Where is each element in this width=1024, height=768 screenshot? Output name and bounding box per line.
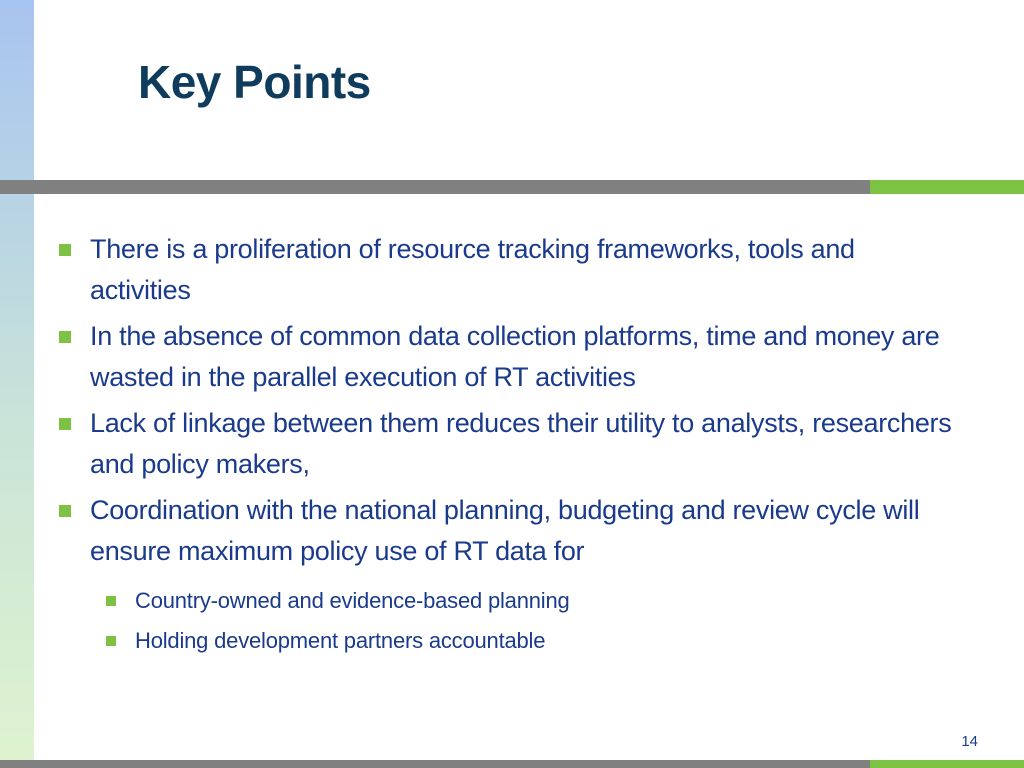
square-bullet-icon [59, 331, 71, 343]
square-bullet-icon [106, 596, 116, 606]
square-bullet-icon [59, 244, 71, 256]
bullet-item [56, 229, 956, 311]
sub-bullet-text: Country-owned and evidence-based planning [135, 588, 570, 613]
sub-bullet-text: Holding development partners accountable [135, 628, 546, 653]
bullet-item [56, 316, 956, 398]
bullet-item [56, 490, 956, 572]
bullet-text: Coordination with the national planning, budgeting and review cycle will ensure maximum policy use of RT data for [90, 495, 920, 566]
bullet-text: In the absence of common data collection platforms, time and money are wasted in the parallel execution of RT activities [90, 321, 940, 392]
slide-title: Key Points [138, 56, 371, 108]
bullet-text: There is a proliferation of resource tracking frameworks, tools and activities [90, 234, 855, 305]
square-bullet-icon [59, 505, 71, 517]
bullet-list [56, 229, 956, 664]
bullet-text: Lack of linkage between them reduces their utility to analysts, researchers and policy makers, [90, 408, 952, 479]
sub-bullet-item [106, 584, 956, 618]
page-number: 14 [961, 733, 978, 750]
title-divider-green [870, 180, 1024, 194]
square-bullet-icon [59, 418, 71, 430]
footer-divider-green [870, 760, 1024, 768]
bullet-item [56, 403, 956, 485]
title-divider-gray [0, 180, 870, 194]
left-decorative-stripe [0, 0, 34, 768]
square-bullet-icon [106, 636, 116, 646]
footer-divider-gray [0, 760, 870, 768]
sub-bullet-item [106, 624, 956, 658]
